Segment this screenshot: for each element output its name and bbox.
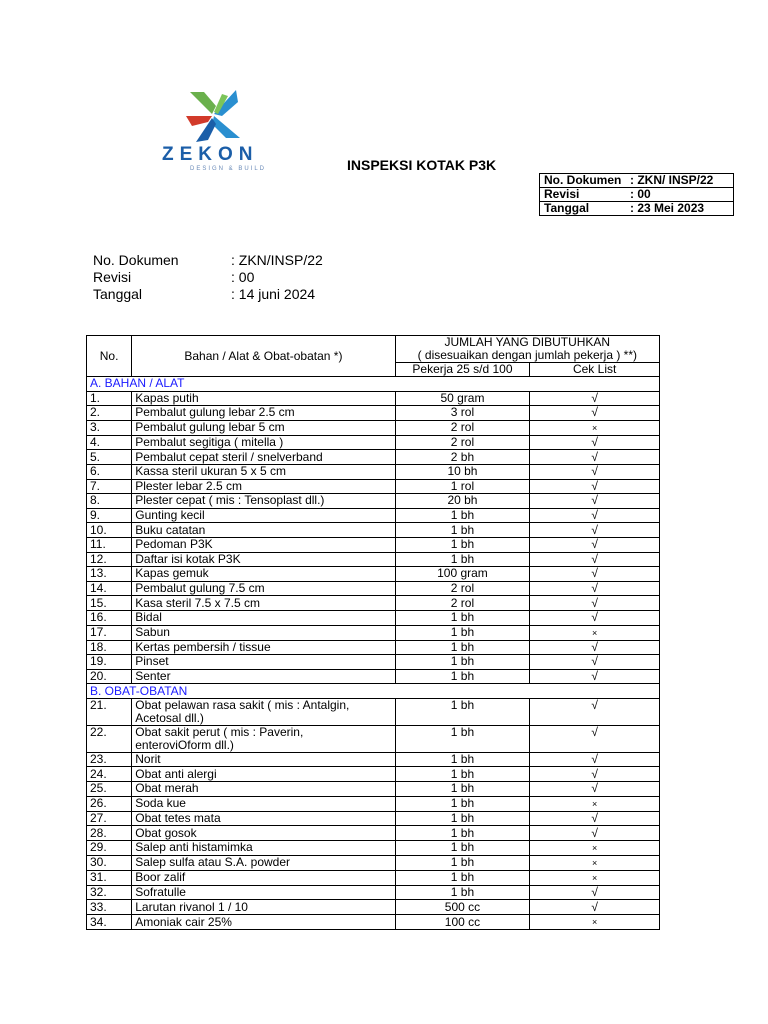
check-mark-icon: √ [591,899,598,914]
row-number: 9. [87,508,132,523]
check-mark-icon: √ [591,508,598,523]
row-number: 31. [87,870,132,885]
table-row [87,537,660,552]
check-mark-icon: √ [591,537,598,552]
row-item-name: Salep sulfa atau S.A. powder [132,855,395,870]
row-quantity: 1 bh [395,782,530,797]
table-header-row [87,336,660,363]
row-check [530,479,660,494]
table-row [87,406,660,421]
row-number: 24. [87,767,132,782]
check-mark-icon: √ [591,405,598,420]
table-row [87,610,660,625]
row-quantity: 1 bh [395,870,530,885]
row-check [530,915,660,930]
row-check [530,567,660,582]
row-number: 33. [87,900,132,915]
row-check [530,420,660,435]
row-item-name: Pembalut gulung 7.5 cm [132,581,395,596]
check-mark-icon: √ [591,810,598,825]
table-row [87,767,660,782]
row-number: 20. [87,669,132,684]
check-mark-icon: √ [591,724,598,739]
row-item-name: Kertas pembersih / tissue [132,640,395,655]
row-item-name: Pinset [132,655,395,670]
table-row [87,464,660,479]
row-item-name-line: Obat pelawan rasa sakit ( mis : Antalgin, [135,697,350,712]
table-row [87,655,660,670]
row-number: 22. [87,725,132,752]
row-number: 23. [87,752,132,767]
row-number: 2. [87,406,132,421]
inspection-table [86,335,660,930]
row-item-name: Buku catatan [132,523,395,538]
row-check [530,508,660,523]
row-number: 15. [87,596,132,611]
check-mark-icon: √ [591,610,598,625]
row-item-name: Plester cepat ( mis : Tensoplast dll.) [132,494,395,509]
row-item-name: Sofratulle [132,885,395,900]
row-check [530,885,660,900]
table-row [87,782,660,797]
row-number: 27. [87,811,132,826]
docbox-label: No. Dokumen [544,173,622,187]
check-mark-icon: √ [591,522,598,537]
check-mark-icon: √ [591,766,598,781]
check-mark-icon: √ [591,581,598,596]
row-number: 32. [87,885,132,900]
header-quantity [395,336,659,363]
table-row [87,552,660,567]
row-quantity: 1 bh [395,669,530,684]
check-mark-icon: √ [591,493,598,508]
row-quantity: 1 bh [395,508,530,523]
company-logo [160,86,272,176]
document-info-box [539,173,734,216]
table-row [87,596,660,611]
row-quantity: 1 bh [395,855,530,870]
row-item-name: Obat merah [132,782,395,797]
row-item-name-line: enteroviOform dll.) [135,737,234,752]
cross-mark-icon: × [592,872,598,883]
table-row [87,725,660,752]
row-check [530,840,660,855]
header-no: No. [87,336,132,377]
row-number: 28. [87,826,132,841]
row-check [530,552,660,567]
row-item-name: Pembalut gulung lebar 5 cm [132,420,395,435]
page-title: INSPEKSI KOTAK P3K [347,157,497,173]
row-quantity: 1 bh [395,610,530,625]
check-mark-icon: √ [591,449,598,464]
check-mark-icon: √ [591,825,598,840]
header-quantity-note: ( disesuaikan dengan jumlah pekerja ) **) [417,348,638,362]
table-row [87,450,660,465]
row-number: 6. [87,464,132,479]
header-item: Bahan / Alat & Obat-obatan *) [132,336,395,377]
check-mark-icon: √ [591,752,598,767]
table-row [87,811,660,826]
section-row-b [87,684,660,699]
table-row [87,885,660,900]
table-row [87,840,660,855]
row-check [530,464,660,479]
row-check [530,669,660,684]
row-quantity: 2 rol [395,435,530,450]
table-row [87,669,660,684]
cross-mark-icon: × [592,917,598,928]
docbox-value: : 00 [630,187,651,201]
table-row [87,900,660,915]
row-number: 30. [87,855,132,870]
row-item-name: Pembalut segitiga ( mitella ) [132,435,395,450]
detail-value: : ZKN/INSP/22 [231,252,323,268]
row-number: 19. [87,655,132,670]
check-mark-icon: √ [591,639,598,654]
row-check [530,406,660,421]
row-check [530,610,660,625]
docbox-label: Tanggal [544,201,590,215]
row-number: 11. [87,537,132,552]
row-quantity: 1 bh [395,796,530,811]
table-body [87,377,660,930]
row-quantity: 100 cc [395,915,530,930]
row-item-name: Salep anti histamimka [132,840,395,855]
row-quantity: 10 bh [395,464,530,479]
table-row [87,698,660,725]
logo-wordmark: ZEKON [162,144,259,165]
row-item-name: Daftar isi kotak P3K [132,552,395,567]
check-mark-icon: √ [591,566,598,581]
docbox-row [540,174,734,188]
row-item-name [132,725,395,752]
row-quantity: 2 bh [395,450,530,465]
docbox-value: : ZKN/ INSP/22 [630,173,714,187]
row-quantity: 1 bh [395,552,530,567]
row-quantity: 1 bh [395,523,530,538]
docbox-row [540,202,734,216]
row-item-name: Amoniak cair 25% [132,915,395,930]
detail-row-doc [93,252,323,269]
row-check [530,391,660,406]
row-item-name: Norit [132,752,395,767]
row-number: 34. [87,915,132,930]
header-checklist: Cek List [530,363,660,377]
table-row [87,870,660,885]
row-check [530,900,660,915]
docbox-value: : 23 Mei 2023 [630,201,705,215]
row-number: 7. [87,479,132,494]
row-check [530,855,660,870]
row-check [530,698,660,725]
check-mark-icon: √ [591,781,598,796]
row-check [530,811,660,826]
check-mark-icon: √ [591,697,598,712]
table-row [87,494,660,509]
cross-mark-icon: × [592,798,598,809]
row-number: 26. [87,796,132,811]
table-row [87,567,660,582]
row-item-name: Plester lebar 2.5 cm [132,479,395,494]
docbox-row [540,188,734,202]
detail-value: : 14 juni 2024 [231,286,316,302]
row-item-name: Pembalut cepat steril / snelverband [132,450,395,465]
section-title: A. BAHAN / ALAT [87,377,660,392]
row-item-name [132,698,395,725]
row-check [530,725,660,752]
row-quantity: 50 gram [395,391,530,406]
row-item-name: Soda kue [132,796,395,811]
table-row [87,581,660,596]
document-details [93,252,323,303]
row-item-name: Boor zalif [132,870,395,885]
row-quantity: 1 bh [395,811,530,826]
row-quantity: 1 bh [395,725,530,752]
row-quantity: 1 bh [395,640,530,655]
check-mark-icon: √ [591,435,598,450]
row-check [530,640,660,655]
row-quantity: 1 bh [395,840,530,855]
row-quantity: 2 rol [395,581,530,596]
row-number: 21. [87,698,132,725]
row-check [530,655,660,670]
row-check [530,767,660,782]
row-check [530,581,660,596]
check-mark-icon: √ [591,551,598,566]
table-row [87,479,660,494]
row-number: 16. [87,610,132,625]
row-quantity: 2 rol [395,596,530,611]
row-number: 8. [87,494,132,509]
zekon-star-icon [182,86,244,144]
table-row [87,523,660,538]
cross-mark-icon: × [592,422,598,433]
row-item-name: Kapas putih [132,391,395,406]
table-row [87,420,660,435]
check-mark-icon: √ [591,668,598,683]
row-item-name: Kapas gemuk [132,567,395,582]
table-row [87,391,660,406]
row-check [530,782,660,797]
row-item-name: Pembalut gulung lebar 2.5 cm [132,406,395,421]
table-row [87,508,660,523]
row-check [530,435,660,450]
row-number: 3. [87,420,132,435]
row-number: 25. [87,782,132,797]
table-row [87,796,660,811]
row-item-name: Obat tetes mata [132,811,395,826]
row-quantity: 20 bh [395,494,530,509]
row-quantity: 1 bh [395,625,530,640]
row-check [530,494,660,509]
row-quantity: 1 bh [395,826,530,841]
row-quantity: 3 rol [395,406,530,421]
row-item-name-line: Acetosal dll.) [135,710,204,725]
check-mark-icon: √ [591,654,598,669]
table-row [87,752,660,767]
row-quantity: 1 rol [395,479,530,494]
check-mark-icon: √ [591,478,598,493]
row-number: 1. [87,391,132,406]
row-number: 4. [87,435,132,450]
row-number: 14. [87,581,132,596]
row-item-name: Bidal [132,610,395,625]
detail-label: No. Dokumen [93,252,179,268]
row-item-name-line: Obat sakit perut ( mis : Paverin, [135,724,304,739]
row-check [530,596,660,611]
row-item-name: Larutan rivanol 1 / 10 [132,900,395,915]
row-item-name: Kassa steril ukuran 5 x 5 cm [132,464,395,479]
row-quantity: 1 bh [395,885,530,900]
row-item-name: Obat anti alergi [132,767,395,782]
check-mark-icon: √ [591,464,598,479]
row-check [530,826,660,841]
table-row [87,435,660,450]
row-item-name: Pedoman P3K [132,537,395,552]
row-quantity: 1 bh [395,767,530,782]
cross-mark-icon: × [592,842,598,853]
detail-value: : 00 [231,269,255,285]
table-row [87,826,660,841]
check-mark-icon: √ [591,595,598,610]
detail-row-date [93,286,323,303]
row-number: 17. [87,625,132,640]
logo-tagline: DESIGN & BUILD [190,166,267,172]
row-quantity: 1 bh [395,752,530,767]
row-quantity: 100 gram [395,567,530,582]
section-title: B. OBAT-OBATAN [87,684,660,699]
row-item-name: Gunting kecil [132,508,395,523]
detail-row-rev [93,269,323,286]
detail-label: Revisi [93,269,132,285]
row-item-name: Sabun [132,625,395,640]
check-mark-icon: √ [591,390,598,405]
cross-mark-icon: × [592,627,598,638]
row-quantity: 1 bh [395,537,530,552]
row-number: 13. [87,567,132,582]
section-row-a [87,377,660,392]
row-item-name: Kasa steril 7.5 x 7.5 cm [132,596,395,611]
row-item-name: Obat gosok [132,826,395,841]
header-workers: Pekerja 25 s/d 100 [395,363,530,377]
table-row [87,855,660,870]
row-quantity: 2 rol [395,420,530,435]
detail-label: Tanggal [93,286,143,302]
row-quantity: 500 cc [395,900,530,915]
check-mark-icon: √ [591,885,598,900]
table-row [87,640,660,655]
header-quantity-title: JUMLAH YANG DIBUTUHKAN [444,335,611,349]
table-row [87,915,660,930]
row-check [530,870,660,885]
table-row [87,625,660,640]
row-number: 5. [87,450,132,465]
cross-mark-icon: × [592,857,598,868]
row-number: 10. [87,523,132,538]
row-number: 12. [87,552,132,567]
row-check [530,752,660,767]
row-number: 18. [87,640,132,655]
docbox-label: Revisi [544,187,580,201]
row-check [530,523,660,538]
row-check [530,537,660,552]
row-item-name: Senter [132,669,395,684]
row-check [530,450,660,465]
row-quantity: 1 bh [395,655,530,670]
row-check [530,625,660,640]
row-number: 29. [87,840,132,855]
row-quantity: 1 bh [395,698,530,725]
row-check [530,796,660,811]
